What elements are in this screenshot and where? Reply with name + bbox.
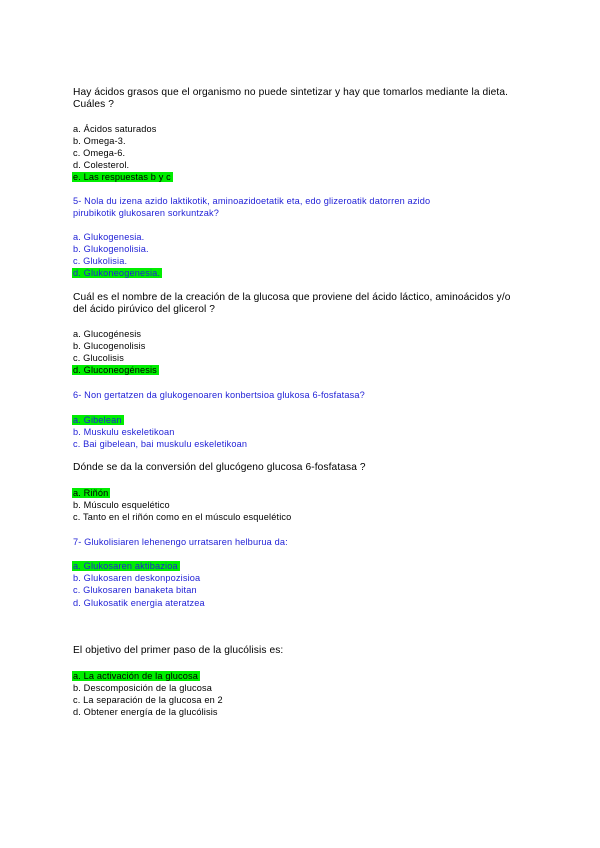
- answer-option: a. Glukogenesia.: [73, 232, 145, 242]
- answer-option: d. Obtener energía de la glucólisis: [73, 707, 218, 717]
- correct-answer: [73, 414, 124, 426]
- question-text: El objetivo del primer paso de la glucólisis es:: [73, 645, 284, 656]
- question-text: pirubikotik glukosaren sorkuntzak?: [73, 208, 220, 218]
- answer-highlight: a. Glukosaren aktibazioa: [73, 561, 178, 571]
- answer-highlight: a. Gibelean: [73, 415, 122, 425]
- correct-answer: [73, 267, 162, 279]
- answer-option: c. Glukosaren banaketa bitan: [73, 585, 197, 595]
- answer-option: b. Muskulu eskeletikoan: [73, 427, 175, 437]
- answer-option: d. Colesterol.: [73, 160, 130, 170]
- question-text: 6- Non gertatzen da glukogenoaren konbertsioa glukosa 6-fosfatasa?: [73, 390, 365, 400]
- answer-option: b. Glukosaren deskonpozisioa: [73, 573, 201, 583]
- answer-option: b. Músculo esquelético: [73, 500, 170, 510]
- question-text: 7- Glukolisiaren lehenengo urratsaren helburua da:: [73, 537, 288, 547]
- answer-highlight: a. Riñón: [73, 488, 109, 498]
- answer-option: b. Glukogenolisia.: [73, 244, 149, 254]
- answer-option: b. Glucogenolisis: [73, 341, 146, 351]
- answer-option: c. Bai gibelean, bai muskulu eskeletikoan: [73, 439, 248, 449]
- correct-answer: [73, 487, 110, 499]
- question-text: del ácido pirúvico del glicerol ?: [73, 304, 216, 315]
- answer-option: c. Tanto en el riñón como en el músculo esquelético: [73, 512, 292, 522]
- answer-option: c. Glukolisia.: [73, 256, 128, 266]
- answer-highlight: e. Las respuestas b y c: [73, 172, 171, 182]
- answer-highlight: d. Gluconeogénesis: [73, 365, 157, 375]
- answer-option: c. Omega-6.: [73, 148, 126, 158]
- question-text: 5- Nola du izena azido laktikotik, aminoazidoetatik eta, edo glizeroatik datorren azido: [73, 196, 431, 206]
- correct-answer: [73, 364, 159, 376]
- correct-answer: [73, 171, 173, 183]
- correct-answer: [73, 560, 180, 572]
- question-text: Hay ácidos grasos que el organismo no puede sintetizar y hay que tomarlos mediante la dieta.: [73, 87, 509, 98]
- correct-answer: [73, 670, 200, 682]
- answer-highlight: a. La activación de la glucosa: [73, 671, 199, 681]
- answer-option: b. Omega-3.: [73, 136, 126, 146]
- answer-highlight: d. Glukoneogenesia.: [73, 268, 161, 278]
- answer-option: a. Glucogénesis: [73, 329, 142, 339]
- answer-option: c. La separación de la glucosa en 2: [73, 695, 223, 705]
- question-text: Cuál es el nombre de la creación de la glucosa que proviene del ácido láctico, aminoácidos y/o: [73, 292, 511, 303]
- answer-option: a. Ácidos saturados: [73, 124, 157, 134]
- question-text: Cuáles ?: [73, 99, 115, 110]
- question-text: Dónde se da la conversión del glucógeno glucosa 6-fosfatasa ?: [73, 462, 366, 473]
- answer-option: c. Glucolisis: [73, 353, 124, 363]
- answer-option: b. Descomposición de la glucosa: [73, 683, 212, 693]
- answer-option: d. Glukosatik energia ateratzea: [73, 598, 205, 608]
